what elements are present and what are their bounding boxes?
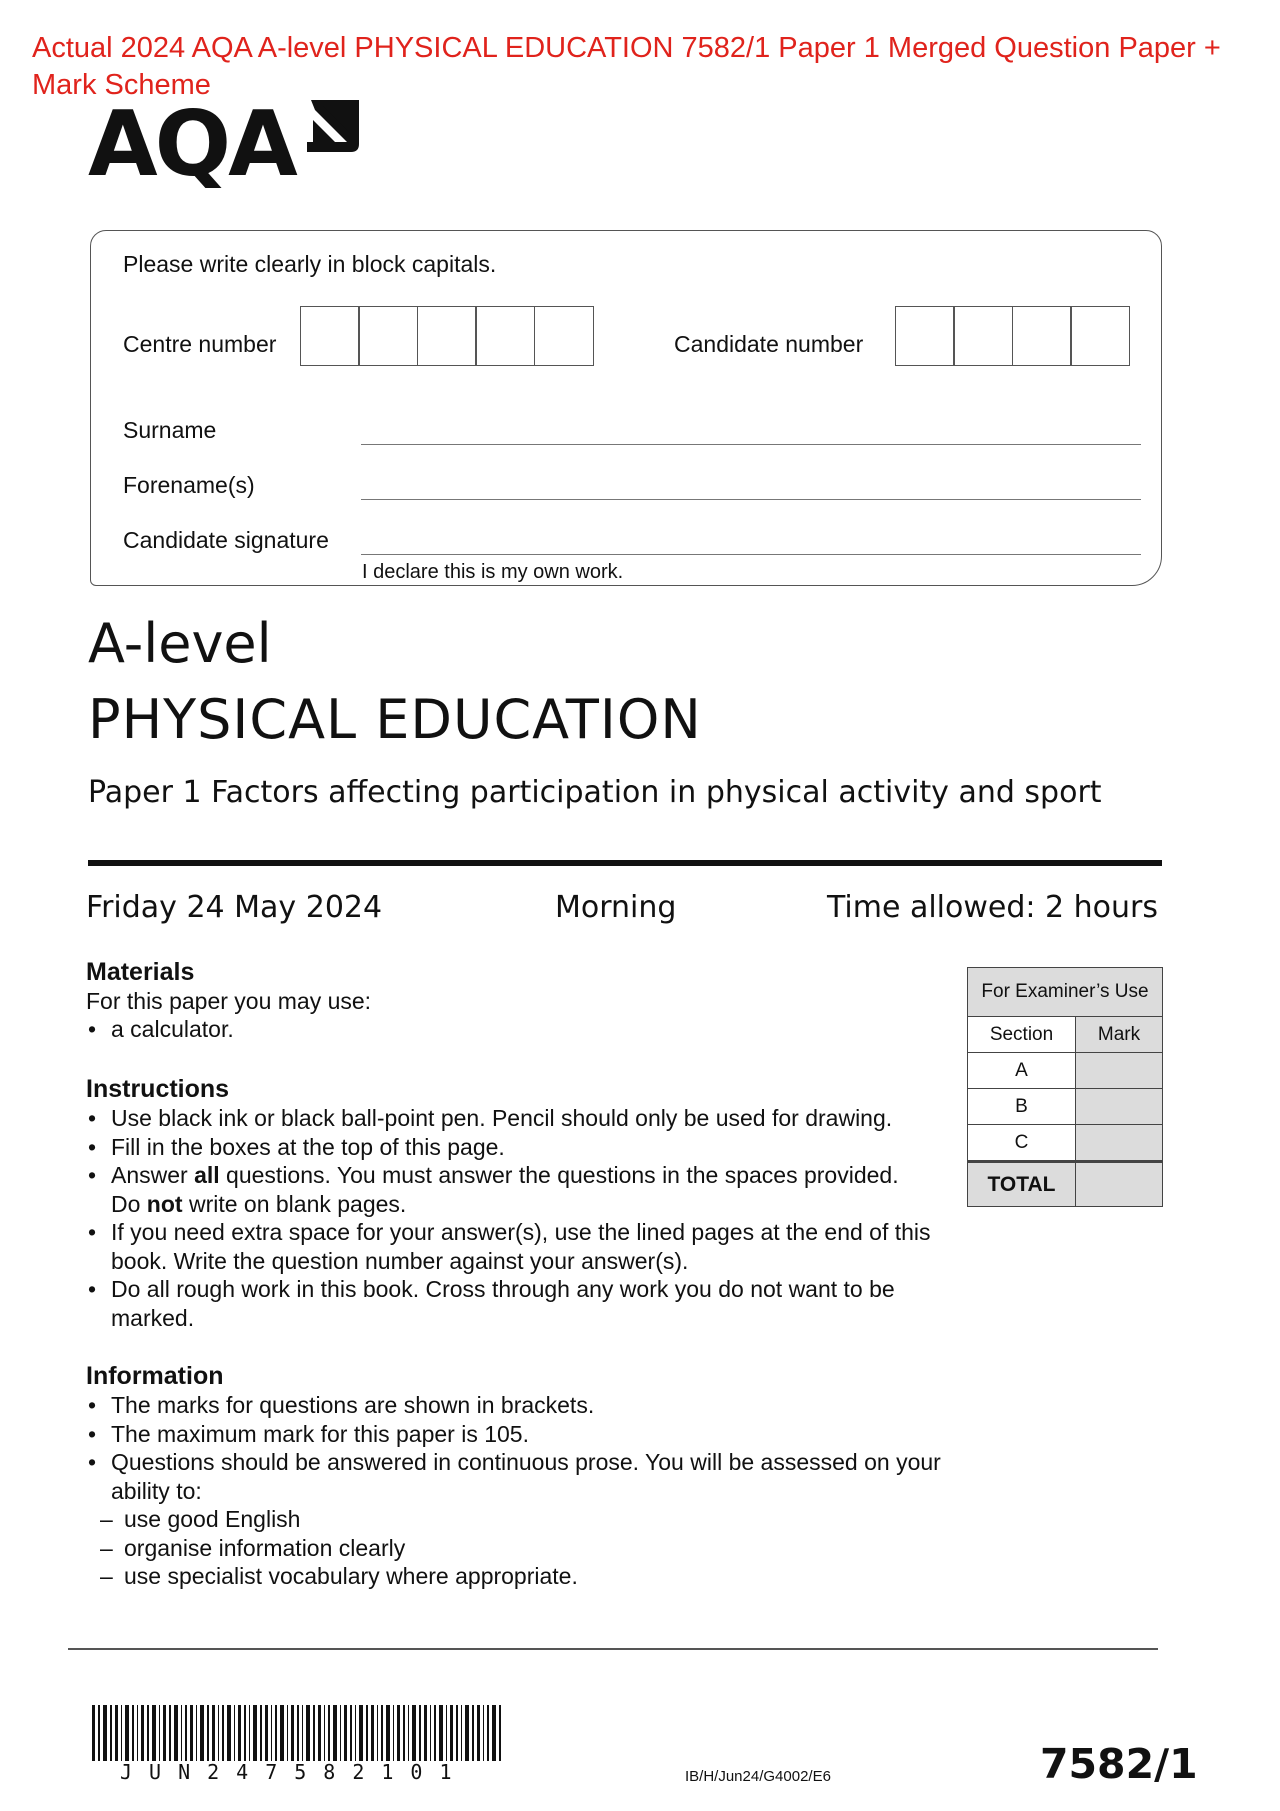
paper-title: Paper 1 Factors affecting participation in physical activity and sport bbox=[88, 775, 1102, 810]
surname-line[interactable] bbox=[361, 444, 1141, 445]
instructions-section bbox=[86, 1075, 966, 1332]
candidate-digit-box[interactable] bbox=[1070, 306, 1130, 366]
document-reference: IB/H/Jun24/G4002/E6 bbox=[685, 1768, 831, 1785]
information-item: • The maximum mark for this paper is 105. bbox=[86, 1420, 946, 1449]
section-label: A bbox=[968, 1053, 1076, 1089]
logo-mark-icon bbox=[303, 96, 363, 156]
title-divider bbox=[88, 860, 1162, 866]
time-allowed: Time allowed: 2 hours bbox=[826, 890, 1158, 925]
examiner-table-title: For Examiner’s Use bbox=[968, 968, 1163, 1017]
information-heading: Information bbox=[86, 1362, 224, 1390]
assessment-criterion: – use good English bbox=[86, 1505, 951, 1534]
assessment-criterion: – use specialist vocabulary where appropriate. bbox=[86, 1562, 951, 1591]
candidate-number-boxes bbox=[896, 306, 1130, 366]
information-item: • Questions should be answered in continuous prose. You will be assessed on your ability to: – use good English – organise information clearly – use specialist vocabulary where appropriate. bbox=[86, 1448, 951, 1591]
barcode-number: JUN247582101 bbox=[120, 1760, 469, 1784]
mark-cell[interactable] bbox=[1076, 1089, 1163, 1125]
total-label: TOTAL bbox=[968, 1162, 1076, 1207]
surname-label: Surname bbox=[123, 417, 217, 443]
centre-number-boxes bbox=[301, 306, 594, 366]
mark-cell[interactable] bbox=[1076, 1053, 1163, 1089]
information-section bbox=[86, 1362, 946, 1591]
footer-divider bbox=[68, 1648, 1158, 1650]
information-item: • The marks for questions are shown in brackets. bbox=[86, 1391, 946, 1420]
forenames-label: Forename(s) bbox=[123, 472, 255, 498]
candidate-details-box bbox=[90, 230, 1162, 586]
aqa-logo bbox=[88, 92, 295, 197]
section-label: B bbox=[968, 1089, 1076, 1125]
declaration-text: I declare this is my own work. bbox=[362, 561, 624, 583]
instructions-heading: Instructions bbox=[86, 1075, 230, 1103]
candidate-digit-box[interactable] bbox=[953, 306, 1013, 366]
qualification-level: A-level bbox=[88, 612, 272, 675]
materials-item: • a calculator. bbox=[86, 1015, 946, 1044]
total-mark-cell[interactable] bbox=[1076, 1162, 1163, 1207]
logo-wordmark: AQA bbox=[88, 92, 295, 197]
section-label: C bbox=[968, 1125, 1076, 1162]
signature-line[interactable] bbox=[361, 554, 1141, 555]
block-capitals-instruction: Please write clearly in block capitals. bbox=[123, 251, 497, 277]
barcode-icon bbox=[92, 1705, 504, 1761]
section-column-header: Section bbox=[968, 1017, 1076, 1053]
materials-heading: Materials bbox=[86, 958, 195, 986]
exam-session: Morning bbox=[555, 890, 677, 925]
assessment-criterion: – organise information clearly bbox=[86, 1534, 951, 1563]
forenames-line[interactable] bbox=[361, 499, 1141, 500]
materials-intro: For this paper you may use: bbox=[86, 988, 372, 1014]
exam-date: Friday 24 May 2024 bbox=[86, 890, 383, 925]
mark-cell[interactable] bbox=[1076, 1125, 1163, 1162]
document-banner: Actual 2024 AQA A-level PHYSICAL EDUCATION 7582/1 Paper 1 Merged Question Paper + Mark Scheme bbox=[32, 32, 1221, 101]
candidate-number-label: Candidate number bbox=[674, 331, 864, 357]
centre-digit-box[interactable] bbox=[534, 306, 594, 366]
signature-label: Candidate signature bbox=[123, 527, 329, 553]
centre-digit-box[interactable] bbox=[300, 306, 360, 366]
centre-digit-box[interactable] bbox=[417, 306, 477, 366]
instruction-item: • If you need extra space for your answer(s), use the lined pages at the end of this book. Write the question number against your answer(s). bbox=[86, 1218, 941, 1275]
centre-number-label: Centre number bbox=[123, 331, 277, 357]
instruction-item: • Fill in the boxes at the top of this page. bbox=[86, 1133, 966, 1162]
candidate-digit-box[interactable] bbox=[895, 306, 955, 366]
materials-section bbox=[86, 958, 946, 1044]
examiner-use-table bbox=[967, 967, 1163, 1207]
paper-code: 7582/1 bbox=[1040, 1740, 1198, 1788]
subject-title: PHYSICAL EDUCATION bbox=[88, 688, 702, 751]
centre-digit-box[interactable] bbox=[358, 306, 418, 366]
instruction-item: • Use black ink or black ball-point pen. Pencil should only be used for drawing. bbox=[86, 1104, 966, 1133]
centre-digit-box[interactable] bbox=[475, 306, 535, 366]
candidate-digit-box[interactable] bbox=[1012, 306, 1072, 366]
instruction-item: • Do all rough work in this book. Cross through any work you do not want to be marked. bbox=[86, 1275, 941, 1332]
mark-column-header: Mark bbox=[1076, 1017, 1163, 1053]
instruction-item: • Answer all questions. You must answer the questions in the spaces provided. Do not write on blank pages. bbox=[86, 1161, 966, 1218]
